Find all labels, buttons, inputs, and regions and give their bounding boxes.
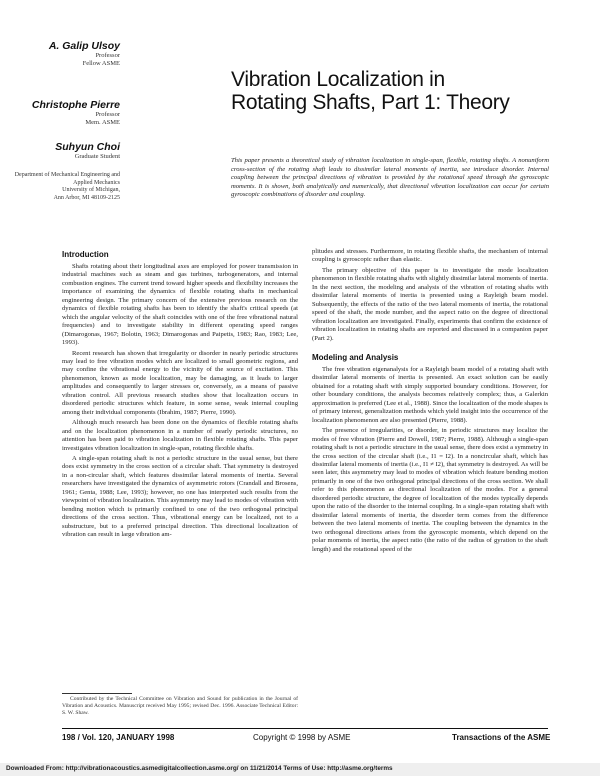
- author-1: [0, 40, 120, 68]
- author-role: Graduate Student: [74, 153, 120, 160]
- paragraph: Shafts rotating about their longitudinal axes are employed for power transmission in industrial machines such as steam and gas turbines, turbogenerators, and internal combustion engines. The current trend toward higher speeds and flexibility increases the importance of examining the dynamics of flexible rotating shafts in mechanical engineering design. The primary concern of the extensive previous research on the dynamics of flexible rotating shafts has been to identify the shaft's critical speeds (at which the angular velocity of the shaft coincides with one of the free vibrational natural frequencies) and to investigate stability in different operating speed ranges (Dimarogonas, 1967; Bolotin, 1963; Dimarogonas and Paipetis, 1983; Rao, 1983; Lee, 1993).: [62, 263, 298, 347]
- author-role: Fellow ASME: [82, 60, 120, 67]
- affiliation-line: University of Michigan,: [62, 187, 120, 193]
- footer-journal: Transactions of the ASME: [452, 733, 551, 742]
- paragraph: Recent research has shown that irregularity or disorder in nearly periodic structures may lead to free vibration modes which are localized to small geometric regions, and may confine the vibrational energy to the vicinity of the source of excitation. This phenomenon, known as mode localization, may be damaging, as it leads to larger amplitudes and consequently to larger stresses or, conversely, as a means of passive vibration control. All previous research studies show that localization occurs in disordered periodic structures which feature, in some sense, weak internal coupling among their individual components (Ibrahim, 1987; Pierre, 1990).: [62, 349, 298, 416]
- affiliation: [0, 172, 120, 202]
- footnote: Contributed by the Technical Committee on Vibration and Sound for publication in the Journal of Vibration and Acoustics. Manuscript received May 1995; revised Dec. 1996. Associate Technical Editor: S. W. Shaw.: [62, 696, 298, 716]
- footer-rule: [62, 728, 548, 729]
- column-right: [312, 248, 548, 556]
- author-name: Christophe Pierre: [31, 99, 120, 111]
- footer-copyright: Copyright © 1998 by ASME: [253, 733, 351, 742]
- column-left: [62, 250, 298, 542]
- affiliation-line: Applied Mechanics: [73, 179, 120, 186]
- download-notice: Downloaded From: http://vibrationacoustics.asmedigitalcollection.asme.org/ on 11/21/2014 Terms of Use: http://asme.org/terms: [6, 765, 393, 772]
- footnote-rule: [62, 693, 132, 694]
- abstract: This paper presents a theoretical study of vibration localization in single-span, flexible, rotating shafts. A nonuniform cross-section of the rotating shaft leads to dissimilar lateral moments of inertia, see introduce disorder. Internal coupling between the principal directions of vibration is provided by the rotational speed through the gyroscopic moments. It is shown, both analytically and numerically, that directional vibration localization can occur for certain gyroscopic combinations of disorder and coupling.: [231, 157, 549, 199]
- affiliation-line: Department of Mechanical Engineering and: [14, 172, 120, 178]
- section-heading-modeling: Modeling and Analysis: [312, 352, 399, 362]
- paragraph: A single-span rotating shaft is not a periodic structure in the usual sense, but there does exist symmetry in the cross section of a circular shaft. That symmetry is destroyed in a non-circular shaft, which features dissimilar lateral moments of inertia. Several researchers have investigated the dynamics of asymmetric rotors (Crandall and Brosens, 1961; Genta, 1988; Lee, 1993); however, no one has interpreted such results from the viewpoint of vibration localization. This asymmetry may lead to modes of vibration with bending motion which is primarily confined to one of the two orthogonal principal directions of the cross section. Thus, vibrational energy can be localized, not to a substructure, but to a preferred principal direction. This directional localization of vibration can result in large vibration am-: [62, 454, 298, 539]
- paragraph: The free vibration eigenanalysis for a Rayleigh beam model of a rotating shaft with dissimilar lateral moments of inertia is presented. An exact solution can be easily obtained for a rotating shaft with simply supported boundary conditions. However, for other boundary conditions, the analysis becomes relatively complex; thus, a Galerkin approximation is preferred (Lee et al., 1988). Since the localization of the mode shapes is of primary interest, generalization methods which yield insight into the occurrence of the localization phenomenon are also presented (Pierre, 1988).: [312, 365, 548, 424]
- author-role: Professor: [95, 52, 120, 59]
- author-role: Professor: [95, 111, 120, 118]
- author-2: [0, 99, 120, 127]
- section-heading-introduction: Introduction: [62, 250, 109, 259]
- title-line: Rotating Shafts, Part 1: Theory: [231, 91, 510, 114]
- paragraph: plitudes and stresses. Furthermore, in rotating flexible shafts, the mechanism of internal coupling is gyroscopic rather than elastic.: [312, 248, 548, 264]
- author-role: Mem. ASME: [85, 119, 120, 126]
- paper-title: [231, 68, 561, 114]
- title-line: Vibration Localization in: [231, 68, 445, 91]
- author-3: [0, 141, 120, 161]
- paragraph: The primary objective of this paper is to investigate the mode localization phenomenon in flexible rotating shafts with slightly dissimilar lateral moments of inertia. In the next section, the modeling and analysis of the vibration of rotating shafts with dissimilar lateral moments of inertia is presented using a Rayleigh beam model. Subsequently, the effects of the ratio of the two lateral moments of inertia, the rotational speed of the shaft, the mode number, and the aspect ratio on the degree of directional vibration localization are investigated. Finally, experiments that confirm the existence of vibration localization in rotating shafts are reported and discussed in a companion paper (Part 2).: [312, 266, 548, 342]
- paragraph: Although much research has been done on the dynamics of flexible rotating shafts and on the localization phenomenon in a number of nearly periodic structures, no attention has been paid to vibration localization in flexible rotating shafts. This paper investigates vibration localization in single-span, rotating flexible shafts.: [62, 419, 298, 452]
- author-name: A. Galip Ulsoy: [48, 40, 120, 52]
- author-name: Suhyun Choi: [55, 141, 120, 153]
- paragraph: The presence of irregularities, or disorder, in periodic structures may localize the modes of free vibration (Pierre and Dowell, 1987; Pierre, 1988). Although a single-span rotating shaft is not a periodic structure in the usual sense, there does exist a symmetry in the cross section of the circular shaft (i.e., I1 = I2). In a noncircular shaft, which has dissimilar lateral moments of inertia (i.e., I1 ≠ I2), that symmetry is destroyed. As will be seen later, this asymmetry may lead to modes of vibration which feature bending motion primarily in one of the two orthogonal principal directions of the cross section. We shall refer to this phenomenon as directional localization of the modes. For a general disordered periodic structure, the degree of localization of the modes typically depends upon the ratio of the disorder to the internal coupling. In a single-span rotating shaft with dissimilar lateral moments of inertia, the disorder term comes from the difference between the two lateral moments of inertia. The coupling between the dynamics in the two orthogonal directions arises from the gyroscopic moments, which depend on the polar moments of inertia, the aspect ratio (the ratio of the radius of gyration to the shaft length) and the rotational speed of the: [312, 427, 548, 553]
- affiliation-line: Ann Arbor, MI 48109-2125: [53, 194, 120, 201]
- footer-page-info: 198 / Vol. 120, JANUARY 1998: [62, 733, 175, 742]
